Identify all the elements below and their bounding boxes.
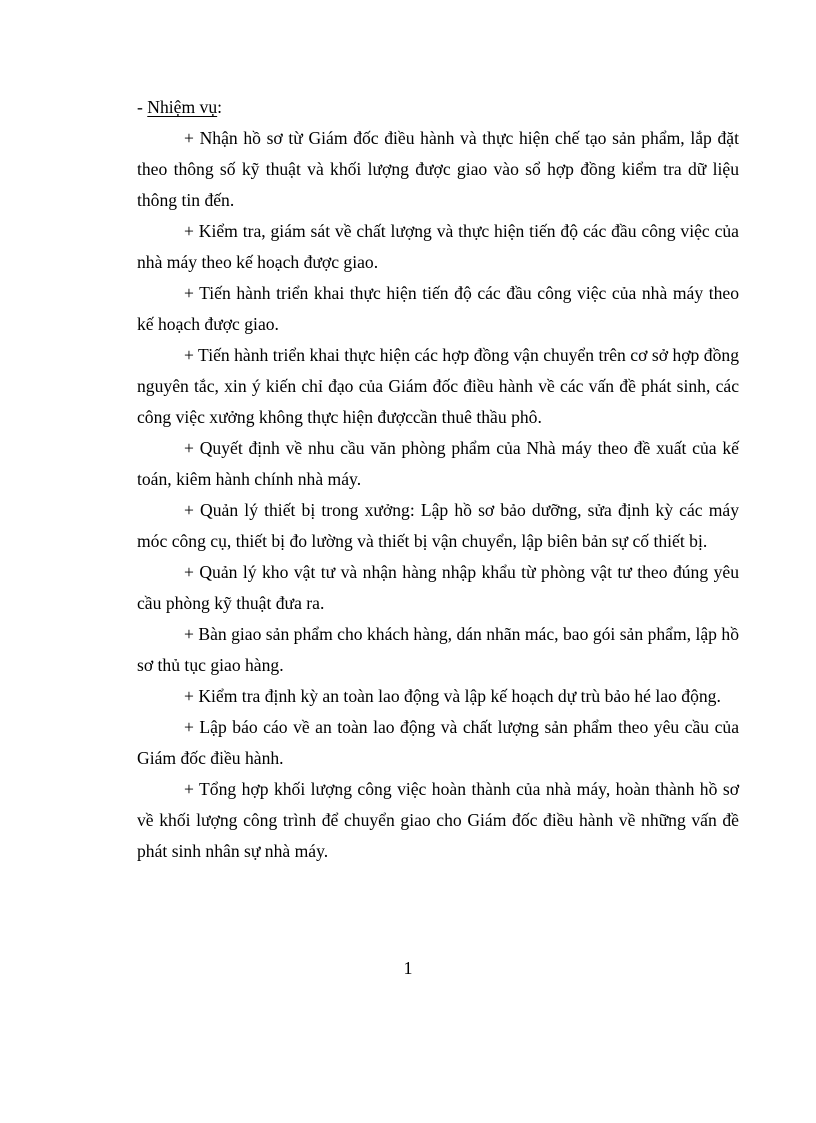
page-content — [137, 92, 739, 867]
duty-paragraph-6: + Quản lý thiết bị trong xưởng: Lập hồ sơ bảo dưỡng, sửa định kỳ các máy móc công cụ, thiết bị đo lường và thiết bị vận chuyển, lập biên bản sự cố thiết bị. — [137, 500, 739, 551]
duty-paragraph-2: + Kiểm tra, giám sát về chất lượng và thực hiện tiến độ các đầu công việc của nhà máy theo kế hoạch được giao. — [137, 221, 739, 272]
page-number: 1 — [403, 958, 413, 978]
duty-paragraph-11: + Tổng hợp khối lượng công việc hoàn thành của nhà máy, hoàn thành hồ sơ về khối lượng công trình để chuyển giao cho Giám đốc điều hành về những vấn đề phát sinh nhân sự nhà máy. — [137, 779, 739, 861]
duty-paragraph-8: + Bàn giao sản phẩm cho khách hàng, dán nhãn mác, bao gói sản phẩm, lập hồ sơ thủ tục giao hàng. — [137, 624, 739, 675]
duty-paragraph-9: + Kiểm tra định kỳ an toàn lao động và lập kế hoạch dự trù bảo hé lao động. — [184, 686, 721, 706]
duty-paragraph-3: + Tiến hành triển khai thực hiện tiến độ các đầu công việc của nhà máy theo kế hoạch được giao. — [137, 283, 739, 334]
heading-title: Nhiệm vụ — [147, 97, 218, 117]
duty-paragraph-4: + Tiến hành triển khai thực hiện các hợp đồng vận chuyển trên cơ sở hợp đồng nguyên tắc, xin ý kiến chỉ đạo của Giám đốc điều hành về các vấn đề phát sinh, các công việc xưởng không thực hiện đượccần thuê thầu phô. — [137, 345, 739, 427]
section-heading — [137, 92, 739, 123]
heading-prefix: - — [137, 97, 148, 117]
duty-paragraph-10: + Lập báo cáo về an toàn lao động và chất lượng sản phẩm theo yêu cầu của Giám đốc điều hành. — [137, 717, 739, 768]
duty-paragraph-1: + Nhận hồ sơ từ Giám đốc điều hành và thực hiện chế tạo sản phẩm, lắp đặt theo thông số kỹ thuật và khối lượng được giao vào sổ hợp đồng kiểm tra dữ liệu thông tin đến. — [137, 128, 739, 210]
duty-paragraph-5: + Quyết định về nhu cầu văn phòng phẩm của Nhà máy theo đề xuất của kế toán, kiêm hành chính nhà máy. — [137, 438, 739, 489]
heading-suffix: : — [217, 97, 223, 117]
duty-paragraph-7: + Quản lý kho vật tư và nhận hàng nhập khẩu từ phòng vật tư theo đúng yêu cầu phòng kỹ thuật đưa ra. — [137, 562, 739, 613]
